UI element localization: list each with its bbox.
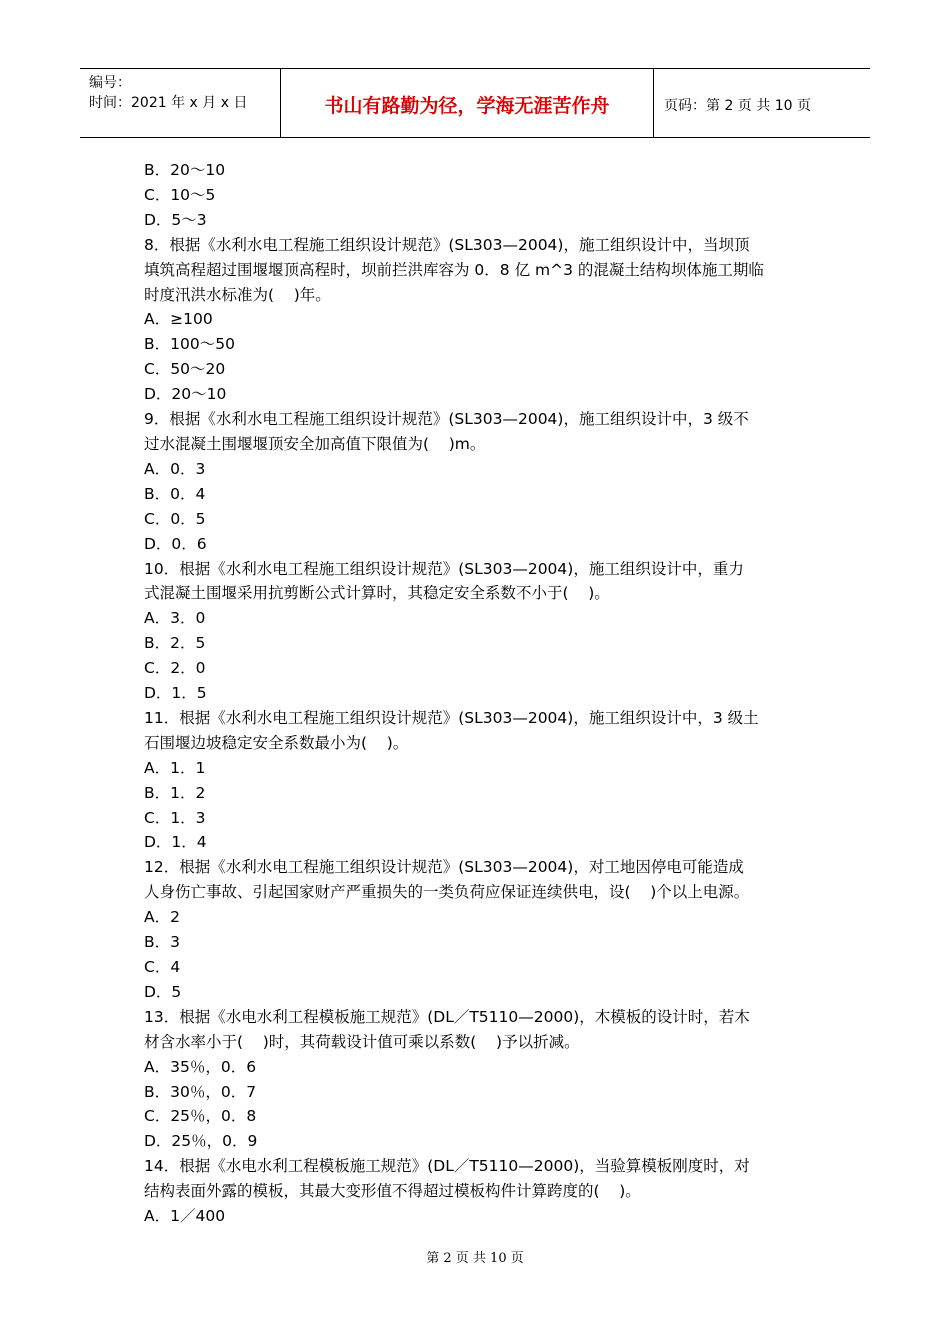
text-line: D．5～3	[144, 210, 207, 229]
text-line: C．0．5	[144, 509, 206, 528]
text-line: 式混凝土围堰采用抗剪断公式计算时，其稳定安全系数不小于( )。	[144, 584, 610, 603]
text-line: B．3	[144, 933, 180, 952]
text-line: 填筑高程超过围堰堰顶高程时，坝前拦洪库容为 0．8 亿 m^3 的混凝土结构坝体施工期临	[144, 260, 764, 279]
text-line: 8．根据《水利水电工程施工组织设计规范》(SL303—2004)，施工组织设计中，当坝顶	[144, 235, 750, 254]
text-line: B．0．4	[144, 484, 206, 503]
text-line: D．0．6	[144, 534, 207, 553]
text-line: B．2．5	[144, 634, 206, 653]
text-line: 人身伤亡事故、引起国家财产严重损失的一类负荷应保证连续供电，设( )个以上电源。	[144, 883, 750, 902]
text-line: C．10～5	[144, 185, 216, 204]
text-line: A．3．0	[144, 609, 206, 628]
text-line: 13．根据《水电水利工程模板施工规范》(DL／T5110—2000)，木模板的设计时，若木	[144, 1007, 750, 1026]
text-line: D．1．5	[144, 684, 207, 703]
page-header	[80, 68, 870, 138]
header-page-info: 页码：第 2 页 共 10 页	[664, 97, 811, 114]
text-line: 10．根据《水利水电工程施工组织设计规范》(SL303—2004)，施工组织设计中，重力	[144, 559, 744, 578]
header-motto: 书山有路勤为径，学海无涯苦作舟	[281, 69, 654, 137]
text-line: C．2．0	[144, 659, 206, 678]
text-line: 14．根据《水电水利工程模板施工规范》(DL／T5110—2000)，当验算模板刚度时，对	[144, 1157, 750, 1176]
page-footer: 第 2 页 共 10 页	[426, 1251, 524, 1266]
text-line: C．25％，0．8	[144, 1107, 257, 1126]
text-line: B．30％，0．7	[144, 1082, 257, 1101]
text-line: C．50～20	[144, 360, 226, 379]
question-content	[144, 158, 812, 1229]
text-line: 材含水率小于( )时，其荷载设计值可乘以系数( )予以折减。	[144, 1032, 580, 1051]
text-line: D．1．4	[144, 833, 207, 852]
time-label: 时间：2021 年 x 月 x 日	[89, 95, 248, 111]
text-line: D．5	[144, 982, 182, 1001]
text-line: A．2	[144, 908, 180, 927]
text-line: 过水混凝土围堰堰顶安全加高值下限值为( )m。	[144, 434, 486, 453]
text-line: A．1．1	[144, 758, 206, 777]
text-line: C．1．3	[144, 808, 206, 827]
text-line: A．1／400	[144, 1207, 226, 1226]
text-line: C．4	[144, 958, 181, 976]
text-line: 结构表面外露的模板，其最大变形值不得超过模板构件计算跨度的( )。	[144, 1182, 641, 1201]
text-line: A．35％，0．6	[144, 1057, 257, 1076]
number-label: 编号：	[89, 75, 131, 91]
text-line: B．1．2	[144, 783, 206, 802]
text-line: B．100～50	[144, 335, 235, 354]
text-line: 9．根据《水利水电工程施工组织设计规范》(SL303—2004)，施工组织设计中，3 级不	[144, 410, 749, 429]
text-line: 时度汛洪水标准为( )年。	[144, 285, 331, 304]
text-line: D．25％，0．9	[144, 1132, 258, 1151]
text-line: 12．根据《水利水电工程施工组织设计规范》(SL303—2004)，对工地因停电可能造成	[144, 858, 744, 877]
text-line: 11．根据《水利水电工程施工组织设计规范》(SL303—2004)，施工组织设计中，3 级土	[144, 708, 759, 727]
text-line: A．≥100	[144, 310, 213, 329]
text-line: B．20～10	[144, 161, 226, 179]
text-line: 石围堰边坡稳定安全系数最小为( )。	[144, 733, 409, 752]
header-meta	[80, 69, 281, 137]
text-line: D．20～10	[144, 385, 227, 404]
text-line: A．0．3	[144, 459, 206, 478]
